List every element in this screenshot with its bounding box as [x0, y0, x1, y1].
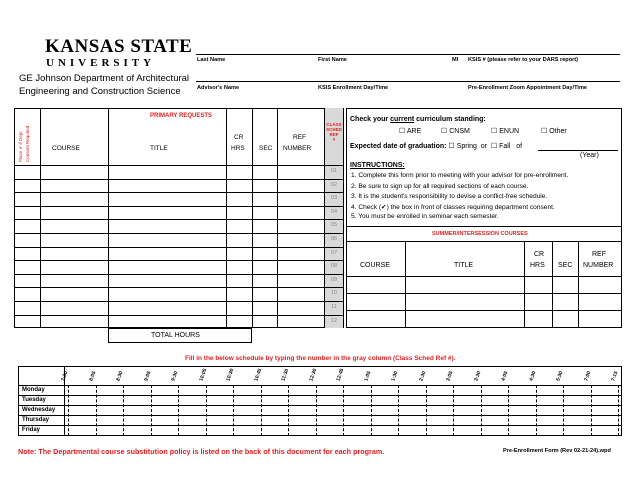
time-label: 10:30: [225, 367, 236, 382]
name-underline: [196, 54, 620, 55]
last-name-label: Last Name: [197, 57, 226, 63]
summer-sec-header: SEC: [558, 262, 573, 269]
time-label: 1:30: [390, 370, 400, 382]
time-column-divider: [508, 385, 510, 436]
mi-label: MI: [452, 57, 459, 63]
primary-request-row[interactable]: [14, 206, 324, 220]
ref-header: REF: [293, 134, 306, 141]
ksis-label: KSIS # (please refer to your DARS report): [468, 57, 579, 63]
year-underline: [538, 150, 618, 151]
time-label: 9:05: [142, 370, 152, 382]
primary-request-row[interactable]: [14, 192, 324, 206]
day-tuesday: Tuesday: [22, 397, 46, 403]
class-sched-ref-number: 10: [330, 290, 338, 297]
time-label: 9:30: [170, 370, 180, 382]
primary-request-row[interactable]: [14, 274, 324, 288]
time-label: 10:05: [197, 367, 208, 382]
day-thursday: Thursday: [22, 417, 50, 423]
department-name-line1: GE Johnson Department of Architectural: [19, 73, 190, 84]
time-column-divider: [343, 385, 345, 436]
time-column-divider: [591, 385, 593, 436]
day-wednesday: Wednesday: [22, 407, 56, 413]
instruction-1: 1. Complete this form prior to meeting with your advisor for pre-enrollment.: [351, 172, 569, 179]
time-label: 4:30: [527, 370, 537, 382]
total-hours-box: [108, 328, 252, 343]
time-column-divider: [288, 385, 290, 436]
primary-requests-title: PRIMARY REQUESTS: [150, 113, 213, 119]
time-column-divider: [618, 385, 620, 436]
time-label: 5:30: [555, 370, 565, 382]
time-label: 11:30: [280, 368, 291, 382]
standing-option-enun[interactable]: ☐ ENUN: [491, 128, 520, 135]
time-label: 12:45: [335, 367, 346, 382]
instructions-heading: INSTRUCTIONS:: [350, 162, 405, 169]
spring-checkbox[interactable]: ☐ Spring: [448, 143, 477, 150]
primary-request-row[interactable]: [14, 315, 324, 329]
time-column-divider: [123, 385, 125, 436]
standing-option-cnsm[interactable]: ☐ CNSM: [441, 128, 470, 135]
instruction-4: 4. Check (✔) the box in front of classes requiring department consent.: [351, 204, 555, 211]
class-sched-ref-number: 02: [330, 181, 338, 188]
ksis-enroll-label: KSIS Enrollment Day/Time: [318, 85, 389, 91]
number-header: NUMBER: [283, 145, 312, 152]
time-label: 3:30: [472, 370, 482, 382]
primary-request-row[interactable]: [14, 179, 324, 193]
time-label: 7:30: [60, 370, 70, 382]
zoom-appointment-label: Pre-Enrollment Zoom Appointment Day/Time: [468, 85, 588, 91]
department-name-line2: Engineering and Construction Science: [19, 86, 181, 97]
form-revision-id: Pre-Enrollment Form (Rev 02-21-24).wpd: [503, 448, 611, 454]
primary-request-row[interactable]: [14, 233, 324, 247]
title-header: TITLE: [150, 145, 168, 152]
time-column-divider: [536, 385, 538, 436]
time-label: 7:15: [610, 370, 620, 382]
summer-ref-header: REF: [592, 251, 606, 258]
time-column-divider: [316, 385, 318, 436]
instruction-5: 5. You must be enrolled in seminar each semester.: [351, 213, 499, 220]
instruction-2: 2. Be sure to sign up for all required sections of each course.: [351, 183, 529, 190]
time-column-divider: [261, 385, 263, 436]
time-column-divider: [426, 385, 428, 436]
time-label: 12:30: [307, 367, 318, 382]
time-label: 4:05: [500, 370, 510, 382]
ksu-logo-subtitle: UNIVERSITY: [46, 57, 156, 69]
class-sched-ref-number: 03: [330, 195, 338, 202]
class-sched-ref-number: 06: [330, 236, 338, 242]
total-hours-label: TOTAL HOURS: [151, 332, 200, 339]
fall-checkbox[interactable]: ☐ Fall: [490, 143, 511, 150]
advisor-label: Advisor's Name: [197, 85, 240, 91]
time-column-divider: [178, 385, 180, 436]
time-label: 10:45: [252, 367, 263, 382]
primary-request-row[interactable]: [14, 247, 324, 261]
primary-request-row[interactable]: [14, 260, 324, 274]
summer-number-header: NUMBER: [583, 262, 614, 269]
graduation-line: Expected date of graduation: ☐ Spring or ☐ Fall of: [350, 143, 523, 150]
advisor-underline: [196, 81, 620, 82]
summer-cr-header: CR: [534, 251, 545, 258]
primary-request-row[interactable]: [14, 301, 324, 315]
class-sched-ref-number: 07: [330, 249, 338, 256]
summer-courses-title: SUMMER/INTERSESSION COURSES: [432, 231, 528, 237]
ksu-logo-wordmark: KANSAS STATE: [45, 36, 193, 57]
time-column-divider: [398, 385, 400, 436]
time-column-divider: [206, 385, 208, 436]
substitution-policy-note: Note: The Departmental course substitution policy is listed on the back of this document for each program.: [18, 447, 385, 456]
time-column-divider: [481, 385, 483, 436]
class-sched-ref-number: 01: [330, 168, 338, 174]
primary-request-row[interactable]: [14, 219, 324, 233]
standing-option-are[interactable]: ☐ ARE: [399, 128, 422, 135]
time-label: 8:30: [115, 370, 125, 382]
day-friday: Friday: [22, 427, 41, 433]
time-column-divider: [96, 385, 98, 436]
year-label: (Year): [580, 152, 599, 159]
time-label: 2:30: [417, 370, 427, 382]
cr-header: CR: [234, 134, 244, 141]
time-column-divider: [233, 385, 235, 436]
class-sched-ref-number: 12: [330, 317, 338, 324]
summer-hrs-header: HRS: [530, 262, 545, 269]
summer-title-header: TITLE: [454, 262, 474, 269]
time-label: 7:00: [582, 370, 592, 382]
time-column-divider: [453, 385, 455, 436]
class-sched-ref-number: 09: [330, 276, 338, 283]
class-sched-ref-number: 11: [331, 304, 337, 310]
standing-label: Check your current curriculum standing:: [350, 116, 486, 123]
primary-request-row[interactable]: [14, 165, 324, 179]
summer-course-header: COURSE: [360, 262, 390, 269]
time-label: 1:05: [362, 370, 372, 382]
standing-option-other[interactable]: ☐ Other: [541, 128, 567, 135]
time-column-divider: [151, 385, 153, 436]
consent-column-label: Place ✔ if Dept: [18, 131, 23, 162]
hrs-header: HRS: [231, 145, 245, 152]
time-column-divider: [68, 385, 70, 436]
schedule-instruction: Fill in the below schedule by typing the number in the gray column (Class Sched Ref #).: [185, 355, 456, 362]
class-sched-ref-header: CLASS SCHED REF #: [326, 122, 342, 142]
primary-request-row[interactable]: [14, 287, 324, 301]
consent-column-label-2: Consent Required: [25, 125, 30, 162]
class-sched-ref-number: 04: [330, 208, 338, 215]
time-column-divider: [563, 385, 565, 436]
instruction-3: 3. It is the student's responsibility to devise a conflict-free schedule.: [351, 193, 548, 200]
time-column-divider: [371, 385, 373, 436]
class-sched-ref-number: 08: [330, 263, 338, 270]
first-name-label: First Name: [318, 57, 347, 63]
sec-header: SEC: [259, 145, 273, 152]
day-monday: Monday: [22, 387, 45, 393]
time-label: 8:05: [87, 370, 97, 382]
class-sched-ref-number: 05: [330, 222, 338, 229]
time-label: 3:05: [445, 370, 455, 382]
course-header: COURSE: [52, 145, 80, 152]
